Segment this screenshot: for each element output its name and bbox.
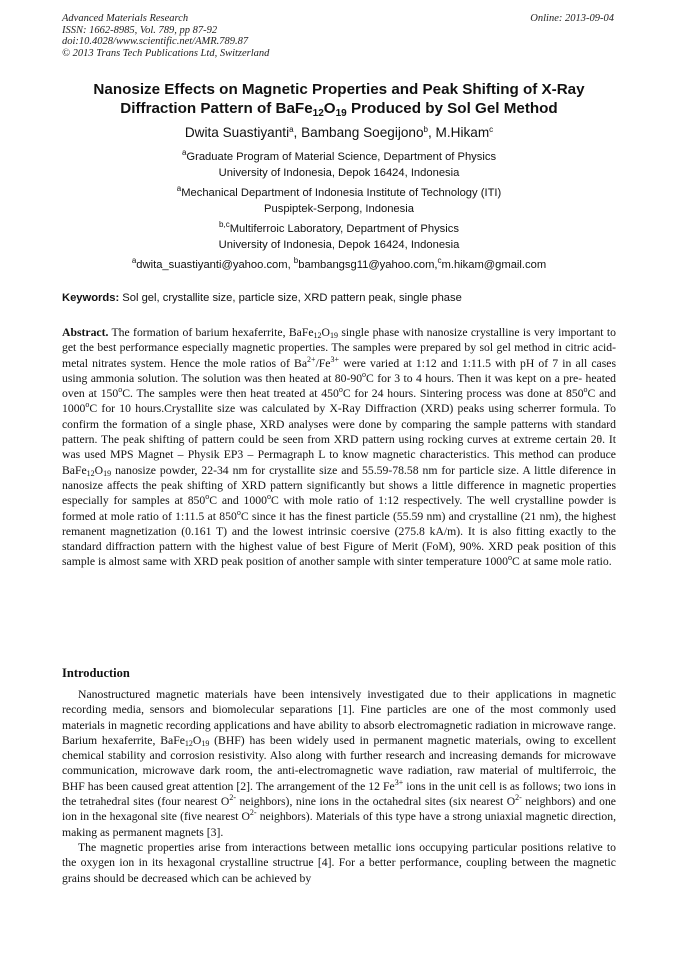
abstract-text: C for 10 hours.Crystallite size was calculated by X-Ray Diffraction (XRD) peaks using scherrer formula. To confirm the formation of a single phase, XRD analyses were done by comparing the sample patterns with standard pattern. The peak shifting of pattern could be seen from XRD pattern using rocking curves at extreme certain 2θ. It was used MPS Magnet – Physik EP3 – Permagraph L to know magnetic characteristics. This method can produce BaFe <box>62 402 616 477</box>
superscript: 3+ <box>394 777 404 787</box>
affiliation-text: Graduate Program of Material Science, Department of Physics <box>186 151 497 163</box>
affiliation-line <box>62 150 616 166</box>
affiliation-line: Puspiptek-Serpong, Indonesia <box>264 202 414 215</box>
abstract-text: C at same mole ratio. <box>511 555 612 569</box>
affiliation-line <box>62 222 616 238</box>
superscript: 2- <box>249 808 257 818</box>
author-name: , M.Hikam <box>428 125 490 140</box>
body-paragraph: The magnetic properties arise from interactions between metallic ions occupying particular positions relative to the oxygen ion in its hexagonal crystalline structrue [4]. For a better performance, coupling between the magnetic grains should be decreased which can be achieved by <box>62 840 616 885</box>
journal-copyright: © 2013 Trans Tech Publications Ltd, Switzerland <box>62 47 270 59</box>
section-heading-introduction: Introduction <box>62 666 130 680</box>
subscript: 12 <box>313 331 322 340</box>
keywords-label: Keywords: <box>62 292 120 304</box>
affiliation-mark: b,c <box>219 220 230 229</box>
author-name: , Bambang Soegijono <box>293 125 424 140</box>
body-text: neighbors) and one ion in the hexagonal site (five nearest O <box>62 795 616 824</box>
journal-doi[interactable]: doi:10.4028/www.scientific.net/AMR.789.87 <box>62 36 249 47</box>
title-subscript: 12 <box>312 108 324 119</box>
introduction-body <box>62 687 616 886</box>
body-text: neighbors). Materials of this type have a strong uniaxial magnetic direction, making as permanent magnets [3]. <box>62 810 616 839</box>
abstract-text: single phase with nanosize crystalline is very important to get the best performance especially magnetic properties. The samples were prepared by sol gel method in citric acid-metal nitrates system. Hence the mole ratios of Ba <box>62 326 616 370</box>
title-line-1: Nanosize Effects on Magnetic Properties and Peak Shifting of X-Ray <box>93 81 585 98</box>
abstract-text: O <box>94 463 104 477</box>
abstract-paragraph <box>62 325 616 570</box>
affiliation-text: Multiferroic Laboratory, Department of Physics <box>229 223 459 235</box>
author-list <box>62 125 616 141</box>
body-text: O <box>192 733 202 747</box>
abstract-text: C for 24 hours. Sintering process was done at 850 <box>342 387 584 401</box>
author-affiliation-mark: c <box>489 125 494 134</box>
affiliation-line: University of Indonesia, Depok 16424, Indonesia <box>218 166 460 179</box>
subscript: 12 <box>184 738 193 748</box>
abstract-label: Abstract. <box>62 326 109 339</box>
superscript: o <box>266 492 271 502</box>
online-date: Online: 2013-09-04 <box>530 13 614 24</box>
abstract-text: C. The samples were then heat treated at 450 <box>122 387 339 401</box>
author-name: Dwita Suastiyanti <box>184 125 290 140</box>
keywords <box>62 291 616 306</box>
superscript: o <box>85 400 90 410</box>
title-line-2 <box>62 99 616 118</box>
journal-issn: ISSN: 1662-8985, Vol. 789, pp 87-92 <box>62 24 218 36</box>
journal-header <box>62 13 269 59</box>
abstract-text: were varied at 1:12 and 1:11.5 with pH of 7 in all cases using ammonia solution. The solution was then heated at 80-90 <box>62 356 616 385</box>
body-text: neighbors), nine ions in the octahedral sites (six nearest O <box>235 795 516 809</box>
abstract-text: The formation of barium hexaferrite, BaFe <box>108 326 314 339</box>
superscript: o <box>338 385 343 395</box>
abstract-text: nanosize powder, 22-34 nm for crystallite size and 55.59-78.58 nm for particle size. A little diference in nanosize affects the peak shifting of XRD pattern significantly but shows a little difference in magnetic properties especially for samples at 850 <box>62 463 616 508</box>
email-link[interactable]: m.hikam@gmail.com <box>441 259 547 271</box>
body-paragraph <box>62 687 616 840</box>
affiliation-1 <box>62 150 616 181</box>
affiliation-2 <box>62 186 616 217</box>
affiliation-line <box>62 186 616 202</box>
affiliation-text: Mechanical Department of Indonesia Institute of Technology (ITI) <box>181 187 502 199</box>
email-mark: c <box>437 256 442 265</box>
title-text: O <box>323 100 336 117</box>
affiliation-mark: a <box>181 148 187 157</box>
author-emails <box>62 258 616 273</box>
affiliation-3 <box>62 222 616 253</box>
abstract-text: C and 1000 <box>62 387 616 416</box>
email-mark: a <box>131 256 137 265</box>
abstract-text: C and 1000 <box>209 494 267 508</box>
email-link[interactable]: bambangsg11@yahoo.com, <box>298 259 438 271</box>
title-subscript: 19 <box>335 108 347 119</box>
author-affiliation-mark: b <box>423 125 428 134</box>
superscript: 2- <box>515 793 522 803</box>
superscript: o <box>205 492 210 502</box>
superscript: o <box>362 369 367 379</box>
abstract-text: C since it has the finest particle (55.59 nm) and crystalline (21 nm), the highest remanent magnetization (0.161 T) and the lowest intrinsic coersive (275.8 kA/m). It is also fitting exactly to the standard diffraction pattern with the highest value of best Figure of Merit (FoM), 90%. XRD peak position of this sample is almost same with XRD peak position of another sample with sinter temperature 1000 <box>62 509 616 569</box>
body-text: ions in the unit cell is as follows; two ions in the tetrahedral sites (four nearest O <box>62 779 617 809</box>
superscript: o <box>583 385 588 395</box>
title-text: Diffraction Pattern of BaFe <box>120 100 313 117</box>
body-text: (BHF) has been widely used in permanent magnetic materials, owing to excellent chemical stability and corrosion resistivity. Also along with further research and increasing demands for microwave communication, microwave dark room, the anti-electromagnetic wave radiation, raw material of multiferroic, the BHF has been caused great attention [2]. The arrangement of the 12 Fe <box>62 733 616 793</box>
superscript: 2+ <box>307 354 316 364</box>
abstract <box>62 325 616 570</box>
subscript: 19 <box>103 468 112 478</box>
superscript: o <box>118 385 123 395</box>
title-text: Produced by Sol Gel Method <box>346 100 558 117</box>
superscript: 2- <box>229 793 236 803</box>
keywords-text: Sol gel, crystallite size, particle size, XRD pattern peak, single phase <box>119 292 462 304</box>
abstract-text: C with mole ratio of 1:12 respectively. The well crystalline powder is formed at mole ratio of 1:11.5 at 850 <box>62 494 617 523</box>
paper-title <box>62 80 616 118</box>
superscript: o <box>236 507 241 517</box>
abstract-text: /Fe <box>315 356 331 370</box>
journal-name: Advanced Materials Research <box>62 13 189 24</box>
affiliation-mark: a <box>176 184 182 193</box>
subscript: 12 <box>86 468 95 478</box>
superscript: 3+ <box>330 354 340 364</box>
body-text: Nanostructured magnetic materials have been intensively investigated due to their applications in magnetic recording media, sensors and biomolecular separations [1]. Fine particles are one of the most commonly used materials in magnetic recording applications and have ability to absorb electromagnetic radiation in microwave range. Barium hexaferrite, BaFe <box>62 688 616 747</box>
author-affiliation-mark: a <box>289 125 294 134</box>
affiliation-line: University of Indonesia, Depok 16424, Indonesia <box>218 238 460 251</box>
abstract-text: O <box>321 326 330 339</box>
superscript: o <box>507 553 512 563</box>
subscript: 19 <box>329 331 338 340</box>
subscript: 19 <box>201 738 210 748</box>
email-mark: b <box>293 256 299 265</box>
abstract-text: C for 3 to 4 hours. Then it was kept on a pre- heated oven at 150 <box>62 371 616 401</box>
email-link[interactable]: dwita_suastiyanti@yahoo.com, <box>136 259 294 271</box>
